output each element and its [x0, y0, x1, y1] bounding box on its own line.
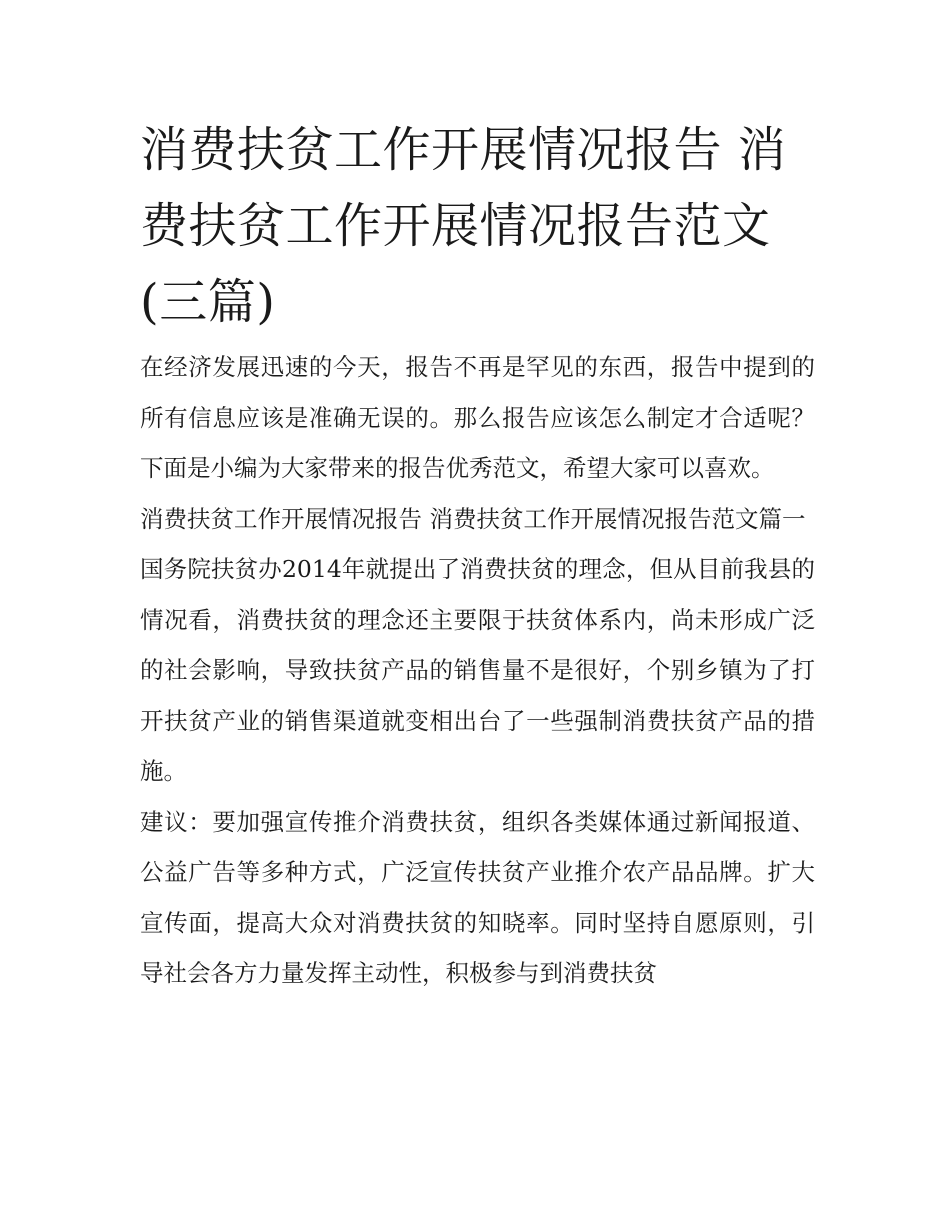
suggestion-paragraph: 建议：要加强宣传推介消费扶贫，组织各类媒体通过新闻报道、公益广告等多种方式，广泛宣传扶贫产业推介农产品品牌。扩大宣传面，提高大众对消费扶贫的知晓率。同时坚持自愿原则，引导社会各方力量发挥主动性，积极参与到消费扶贫	[140, 807, 815, 987]
body-paragraph: 国务院扶贫办2014年就提出了消费扶贫的理念，但从目前我县的情况看，消费扶贫的理念还主要限于扶贫体系内，尚未形成广泛的社会影响，导致扶贫产品的销售量不是很好，个别乡镇为了打开扶贫产业的销售渠道就变相出台了一些强制消费扶贫产品的措施。	[140, 555, 815, 785]
section-heading: 消费扶贫工作开展情况报告 消费扶贫工作开展情况报告范文篇一	[140, 504, 806, 533]
document-title: 消费扶贫工作开展情况报告 消费扶贫工作开展情况报告范文(三篇)	[140, 122, 787, 330]
document-page	[140, 112, 815, 999]
intro-paragraph: 在经济发展迅速的今天，报告不再是罕见的东西，报告中提到的所有信息应该是准确无误的。那么报告应该怎么制定才合适呢？下面是小编为大家带来的报告优秀范文，希望大家可以喜欢。	[140, 353, 815, 482]
title-block	[140, 112, 815, 340]
